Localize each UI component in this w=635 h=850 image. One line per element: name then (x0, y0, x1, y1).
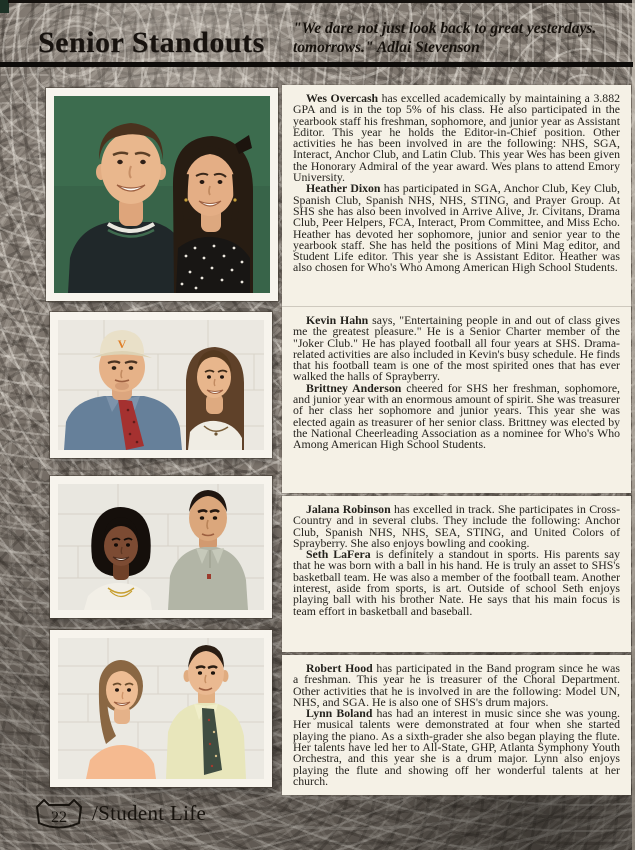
page-number-badge (33, 797, 85, 833)
bio-paragraph (293, 183, 620, 273)
bio-panel-hood-boland (282, 655, 631, 795)
quote-line-1: "We dare not just look back to great yesterdays. (293, 20, 597, 37)
photo-wes-overcash-heather-dixon (46, 88, 278, 301)
header-divider (0, 62, 633, 67)
student-name: Jalana Robinson (306, 502, 391, 516)
photo-kevin-hahn-brittney-anderson (50, 312, 272, 458)
bio-panel-hahn-anderson (282, 307, 631, 493)
student-name: Lynn Boland (306, 706, 373, 721)
bio-paragraph (293, 504, 620, 549)
bio-paragraph (293, 663, 620, 708)
brittney-figure (186, 347, 244, 450)
top-border-line (8, 0, 635, 3)
bio-panel-overcash-dixon (282, 85, 631, 312)
photo-illustration (58, 638, 264, 779)
header-quote (293, 19, 635, 57)
bio-text: is definitely a standout in sports. His parents say that he was born with a ball in his hand. He is truly an asset to SHS's basketball team. He was also a member of the football team. Another interest, aside from sports, is art. Outside of school Seth enjoys playing ball with his brother Nate. He says that his main focus is team effort in basketball and baseball. (293, 547, 620, 618)
bio-text: has excelled academically by maintaining a 3.882 GPA and is in the top 5% of his class. He also participated in the yearbook staff his freshman, sophomore, and junior year as Assistant Editor. This year he holds the Editor-in-Chief position. Other activities he has been involved in are the following: NHS, SGA, Interact, Anchor Club, and Latin Club. This year Wes has been given the Honorary Admiral of the year award. Wes plans to attend Emory University. (293, 91, 620, 185)
bio-panel-robinson-lafera (282, 496, 631, 652)
student-name: Robert Hood (306, 661, 373, 675)
photo-jalana-robinson-seth-lafera (50, 476, 272, 618)
student-name: Kevin Hahn (306, 313, 369, 327)
bio-text: has participated in SGA, Anchor Club, Key Club, Spanish Club, Spanish NHS, NHS, STING, and Prayer Group. At SHS she has also been involved in Arrive Alive, Jr. Civitans, Drama Club, Peer Helpers, FCA, Interact, Prom Committee, and Miss Echo. Heather has devoted her sophomore, junior and senior year to the yearbook staff. She has held the positions of Mini Mag editor, and Student Life editor. This year she is Assistant Editor. Heather was also chosen for Who's Who Among American High School Students. (293, 181, 620, 275)
bio-paragraph (293, 380, 621, 452)
bio-paragraph (293, 315, 620, 383)
section-label: /Student Life (92, 801, 207, 825)
student-name: Heather Dixon (306, 181, 381, 196)
bio-text: cheered for SHS her freshman, sophomore, and junior year with an enormous amount of spirit. She was treasurer of her class her sophomore and junior years. This year she was elected again as treasurer of her senior class. Brittney was elected by the National Cheerleading Association as a nominee for Who's Who Among American High School Students. (293, 380, 621, 452)
bio-text: has participated in the Band program since he was a freshman. This year he is treasurer of the Choral Department. Other activities that he is involved in are the following: Model UN, NHS, and SGA. He is also one of SHS's drum majors. (293, 661, 620, 709)
photo-illustration (54, 96, 270, 293)
quote-line-2: tomorrows." Adlai Stevenson (293, 39, 480, 56)
shield-icon (33, 797, 85, 833)
svg-text:V: V (117, 337, 127, 351)
student-name: Wes Overcash (306, 91, 379, 105)
bio-paragraph (293, 708, 620, 787)
bio-text: has excelled in track. She participates in Cross-Country and in several clubs. They include the following: Anchor Club, Spanish NHS, NHS, SEA, STING, and United Colors of Sprayberry. She also enjoys bowling and cooking. (293, 502, 620, 550)
photo-illustration (58, 320, 264, 450)
student-name: Brittney Anderson (306, 380, 402, 395)
bio-paragraph (293, 93, 620, 183)
student-name: Seth LaFera (306, 547, 371, 562)
photo-illustration (58, 484, 264, 610)
page-title: Senior Standouts (38, 26, 265, 59)
heather-figure (173, 135, 253, 293)
photo-lynn-boland-robert-hood (50, 630, 272, 787)
bio-text: has had an interest in music since she was young. Her musical talents were demonstrated at four when she started playing the piano. As a sixth-grader she also began playing the flute. Her talents have led her to All-State, GHP, Atlanta Symphony Youth Orchestra, and this year she is a drum major. Lynn also enjoys playing the flute and showing off her wonderful talents at her church. (293, 706, 620, 788)
page-number: 22 (51, 809, 67, 826)
bio-paragraph (293, 549, 620, 617)
bio-text: says, "Entertaining people in and out of class gives me the greatest pleasure." He is a Senior Charter member of the "Joker Club." He has played football all four years at SHS. Drama-related activities are also included in Kevin's busy schedule. He finds that his football team is one of the most spirited ones that has ever walked the halls of Sprayberry. (293, 313, 620, 384)
